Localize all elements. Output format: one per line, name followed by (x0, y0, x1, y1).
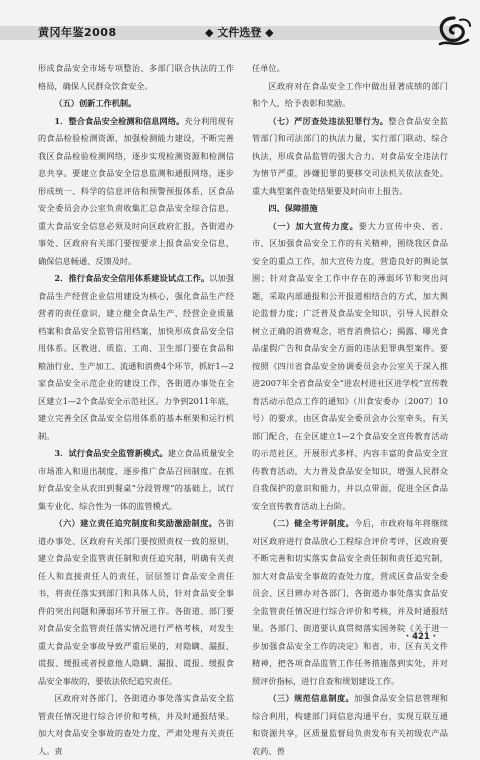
subsection-heading: （五）创新工作机制。 (54, 98, 137, 108)
paragraph-lead: 2．推行食品安全信用体系建设试点工作。 (54, 273, 210, 283)
yearbook-logo-icon (434, 14, 474, 50)
paragraph (252, 60, 448, 78)
section-title: ◆ 文件选登 ◆ (205, 26, 274, 39)
paragraph-text: 任单位。 (252, 63, 285, 73)
paragraph-text: 加强食品安全信息管理和综合利用，构建部门间信息沟通平台，实现互联互通和资源共享，区质量监督局负责发布有关初级农产品农药、兽 (252, 693, 448, 756)
journal-title: 黄冈年鉴2008 (38, 26, 117, 39)
paragraph-text: 区政府对各部门、各街道办事处落实食品安全监管责任情况进行综合评价和考核，并及时通报结果。加大对食品安全事故的查处力度，严肃处理有关责任人。责 (38, 693, 234, 756)
paragraph-lead: （七）严厉查处违法犯罪行为。 (268, 115, 389, 126)
section-heading: 四、保障措施 (268, 203, 318, 213)
paragraph (252, 113, 448, 201)
paragraph-text: 建立食品质量安全市场准入和退出制度，逐步推广食品召回制度。在抓好食品安全从农田到餐桌“分段管理”的基础上，试行集专业化、综合性为一体的监管模式。 (38, 448, 234, 511)
paragraph-text: 今后，市政府每年将继续对区政府进行食品放心工程综合评价考评，区政府要不断完善和切实落实食品安全责任制和责任追究制，加大对食品安全事故的查处力度，营成区食品安全委员会、区目辨办对各部门、各街道办事处落实食品安全监管责任情况进行综合评价和考核，并及时通报结果。各部门、街道要认真贯彻落实国务院《关于进一步加强食品安全工作的决定》和省、市、区有关文件精神，把各项食品监管工作任务措施落到实处，并对照评价指标，进行自查和规划建设工作。 (252, 518, 448, 686)
paragraph (252, 78, 448, 113)
paragraph (38, 690, 234, 760)
paragraph-lead: 3．试行食品安全监管新模式。 (54, 448, 168, 458)
paragraph-lead: （二）健全考评制度。 (268, 518, 355, 528)
paragraph (252, 690, 448, 760)
paragraph-text: 充分利用现有的食品检验检测资源，加强检测能力建设，不断完善我区食品检验检测网络，逐步实现检测资源和检测信息共享。要建立食品安全信息监测和通报网络，逐步形成统一、科学的信息评估和预警预报体系，区食品安全委员会办公室负责收集汇总食品安全综合信息，重大食品安全信息必须及时向区政府汇报，各街道办事处、区政府有关部门要按要求上报食品安全信息，确保信息畅通、反馈及时。 (38, 115, 234, 266)
paragraph-lead: （一）加大宣传力度。 (268, 220, 359, 231)
paragraph (38, 60, 234, 95)
paragraph-text: 要大力宣传中央、省、市、区加强食品安全工作的有关精神，围绕我区食品安全的重点工作，加大宣传力度，营造良好的舆论氛围；针对食品安全工作中存在的薄弱环节和突出问题，采取内部通报和公开报道相结合的方式，加大舆论监督力度；广泛普及食品安全知识，引导人民群众树立正确的消费观念，培育消费信心；揭露、曝光食品虚假广告和食品安全方面的违法犯罪典型案件。要按照《四川省食品安全协调委员会办公室关于深入推进2007年全省食品安全“进农村进社区进学校”宣传教育活动示范点工作的通知》（川食安委办〔2007〕10号）的要求，由区食品安全委员会办公室牵头，有关部门配合，在全区建立1—2个食品安全宣传教育活动的示范社区，开展形式多样、内容丰富的食品安全宣传教育活动，大力普及食品安全知识，增强人民群众自我保护的意识和能力，并以点带面，促进全区食品安全宣传教育活动上台阶。 (252, 220, 448, 511)
paragraph-text: 形成食品安全市场专项整治、多部门联合执法的工作格局，确保人民群众饮食安全。 (38, 63, 234, 91)
left-column (38, 60, 234, 760)
paragraph (38, 445, 234, 515)
paragraph (252, 515, 448, 690)
paragraph (38, 515, 234, 690)
page-number: · 421 · (405, 632, 436, 642)
paragraph-text: 区政府对在食品安全工作中做出显著成绩的部门和个人，给予表彰和奖励。 (252, 80, 448, 108)
paragraph (38, 113, 234, 271)
right-column (252, 60, 448, 760)
paragraph-text: 以加强食品生产经营企业信用建设为核心，强化食品生产经营者的责任意识，建立健全食品生产、经营企业质量档案和食品安全监管信用档案，加快形成食品安全信用体系。区教进、质监、工商、卫生部门要在食品和粮油行业、生产加工、流通和消费4个环节，抓好1—2家食品安全示范企业的建设工作，各街道办事处在全区建立1—2个食品安全示范社区。力争到2011年底，建立完善全区食品安全信用体系的基本框架和运行机制。 (38, 273, 234, 441)
paragraph-text: 整合食品安全监管部门和司法部门的执法力量，实行部门联动、综合执法，形成食品监管的强大合力。对食品安全违法行为情节严重，涉嫌犯罪的要移交司法机关依法查处。重大典型案件查处结果要及时向市上报告。 (252, 115, 448, 196)
running-header (0, 0, 480, 52)
paragraph (38, 270, 234, 445)
paragraph-lead: （三）规范信息制度。 (268, 693, 355, 703)
paragraph-lead: （六）建立责任追究制度和奖励激励制度。 (54, 518, 218, 528)
paragraph (252, 218, 448, 516)
paragraph-text: 各街道办事处、区政府有关部门要按照责权一致的原则，建立食品安全监管责任制和责任追究制，明确有关责任人和直接责任人的责任，层层签订食品安全责任书，将责任落实到部门和具体人员，针对食品安全事件的突出问题和薄弱环节开展工作。各街道、部门要对食品安全监管责任落实情况进行严格考核，对发生重大食品安全事故导致严重后果的，对隐瞒、漏报、谎报、缓报或者授意他人隐瞒、漏报、谎报、缓报食品安全事故的，要依法依纪追究责任。 (38, 518, 234, 686)
paragraph-lead: 1．整合食品安全检测和信息网络。 (54, 115, 185, 126)
